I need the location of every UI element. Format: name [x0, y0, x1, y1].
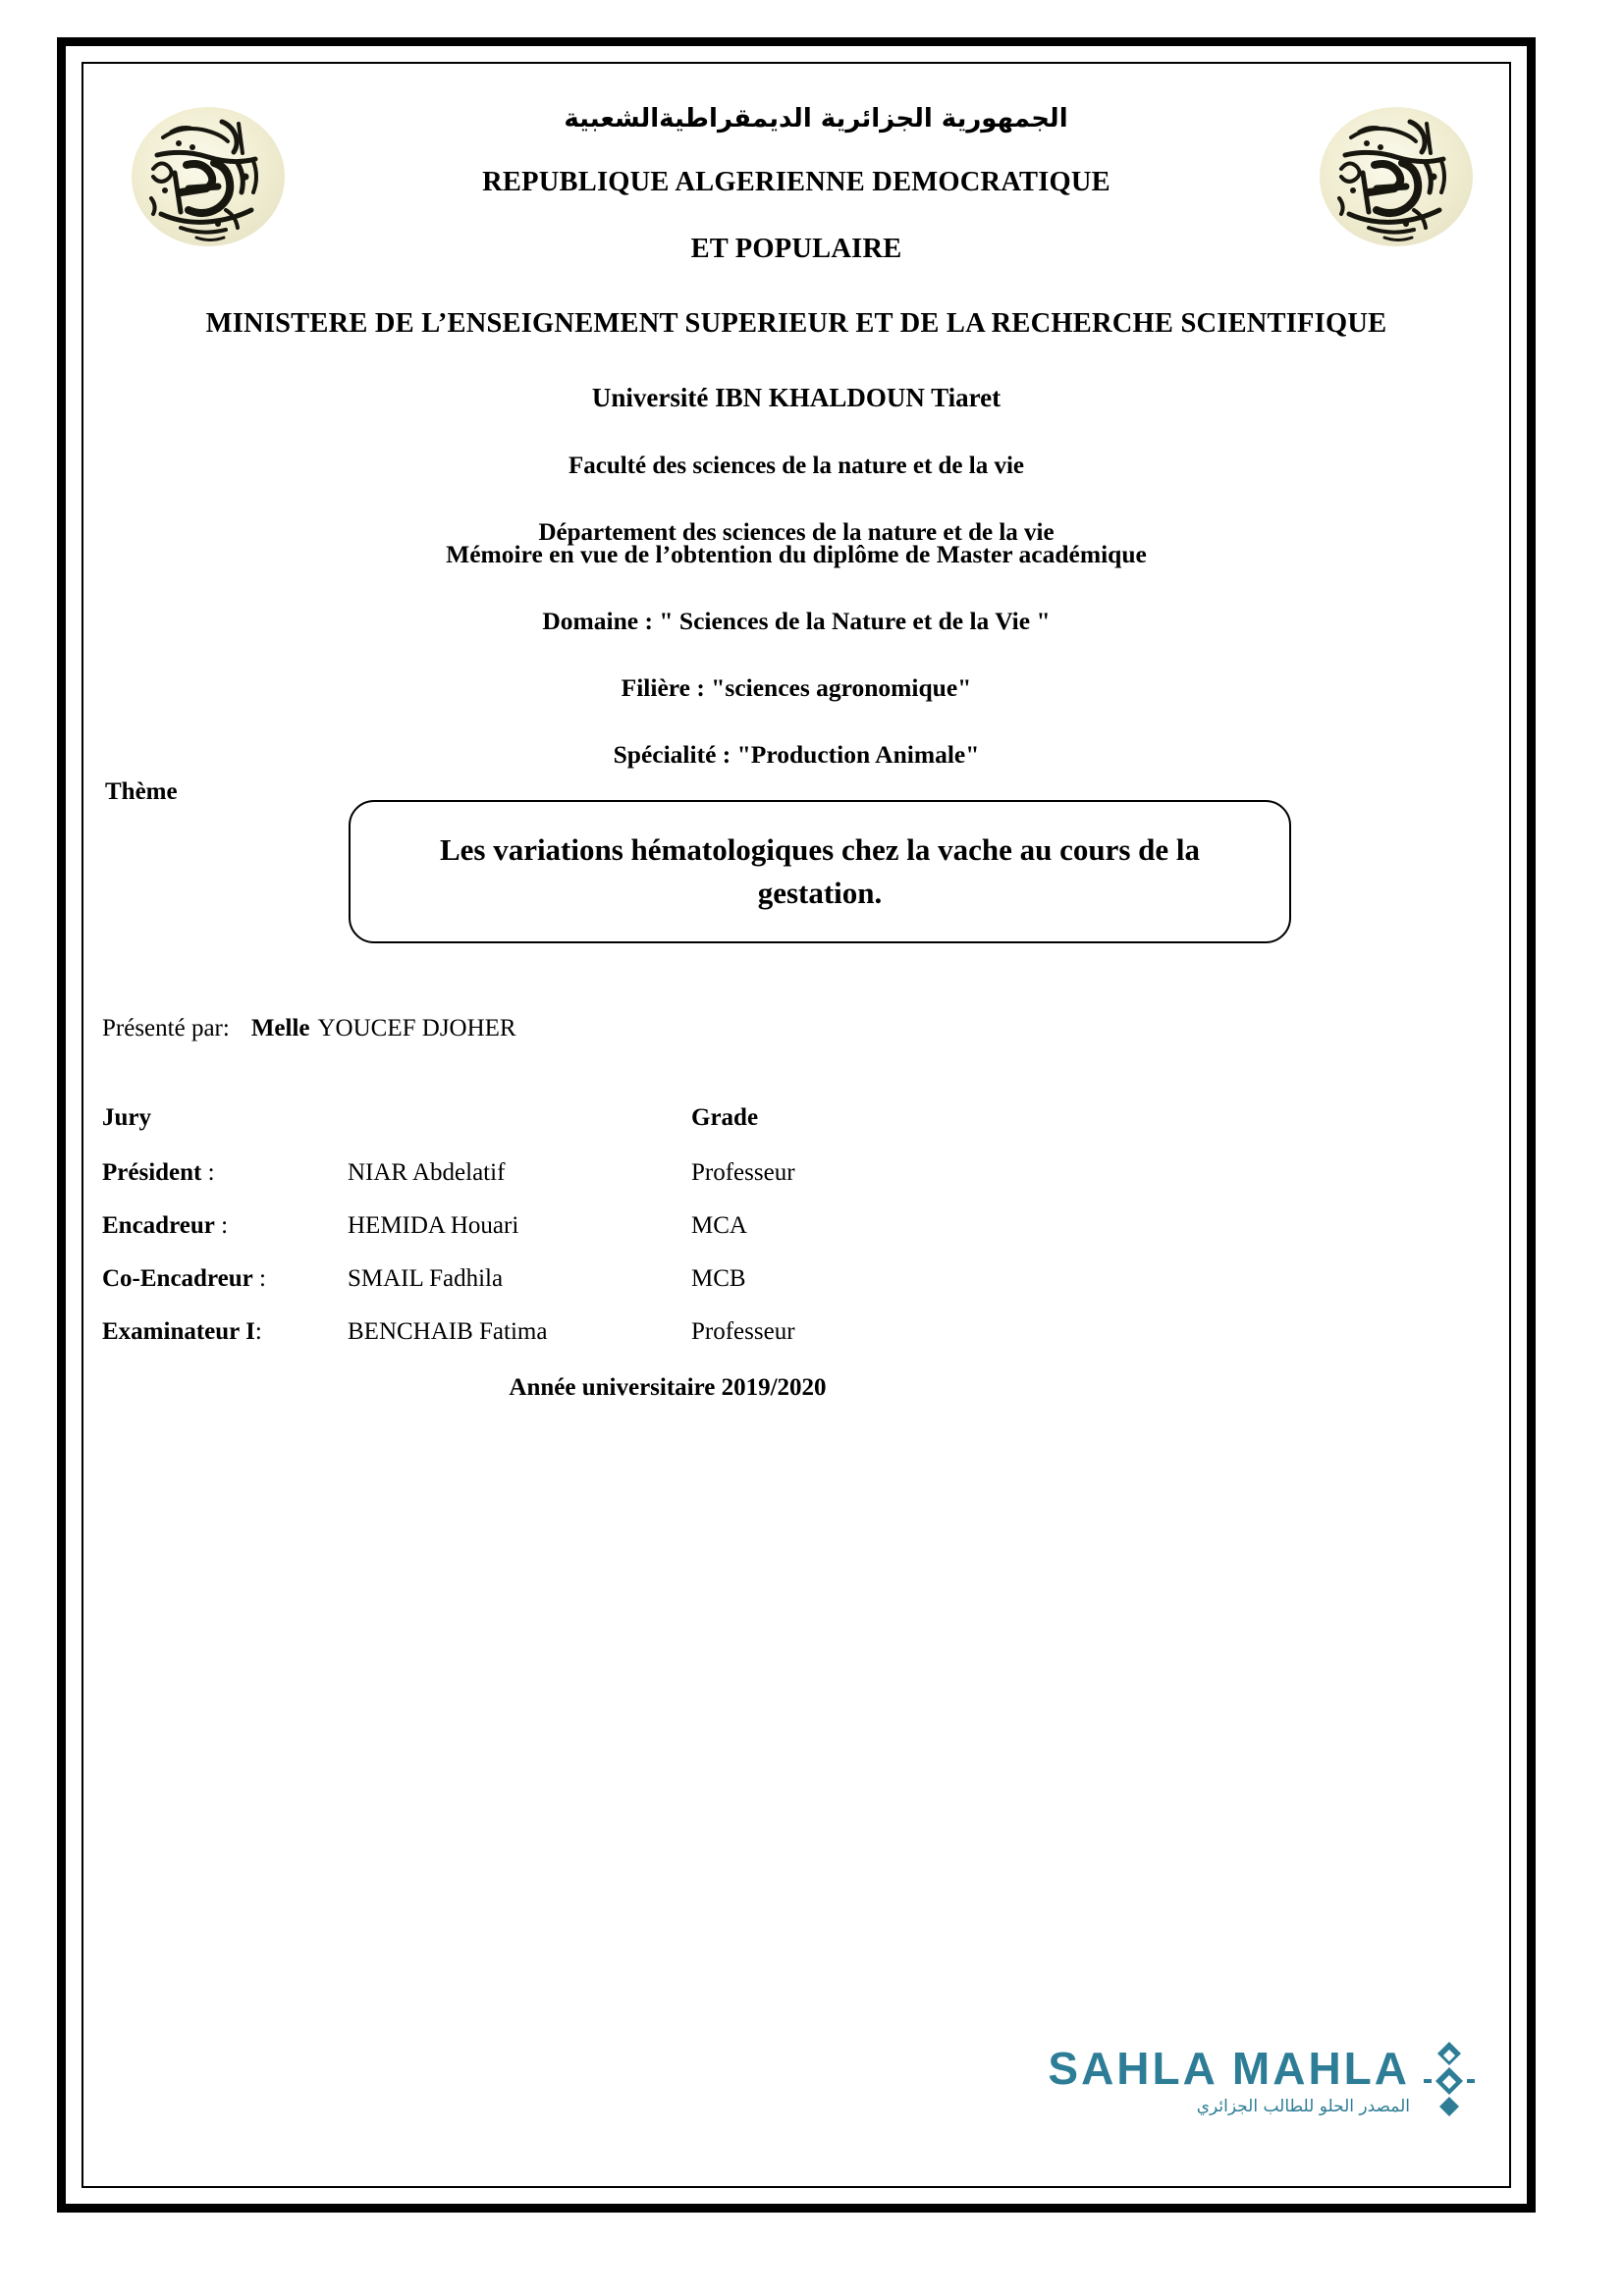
jury-role	[102, 1159, 348, 1187]
domaine-line: Domaine : " Sciences de la Nature et de la Vie "	[542, 607, 1051, 635]
jury-member-grade: Professeur	[691, 1159, 795, 1186]
specialite-line: Spécialité : "Production Animale"	[613, 740, 980, 769]
watermark-title: SAHLA MAHLA	[1048, 2043, 1410, 2094]
author-name: YOUCEF DJOHER	[317, 1015, 516, 1041]
institution-header	[98, 100, 1494, 547]
jury-role-text: Examinateur I	[102, 1318, 255, 1345]
jury-member-name: HEMIDA Houari	[348, 1212, 519, 1239]
jury-role-separator: :	[258, 1265, 266, 1292]
university-line: Université IBN KHALDOUN Tiaret	[591, 383, 1001, 413]
jury-member-name: BENCHAIB Fatima	[348, 1318, 548, 1345]
jury-role-text: Encadreur	[102, 1212, 215, 1239]
theme-title: Les variations hématologiques chez la vache au cours de la gestation.	[439, 831, 1201, 910]
jury-role-separator: :	[221, 1212, 229, 1239]
faculty-line: Faculté des sciences de la nature et de la vie	[568, 453, 1025, 480]
filiere-line: Filière : "sciences agronomique"	[621, 673, 972, 702]
memoire-line: Mémoire en vue de l’obtention du diplôme de Master académique	[446, 540, 1147, 568]
degree-info	[98, 540, 1494, 770]
watermark-text-group	[1048, 2043, 1410, 2116]
arabic-republic-line: الجمهورية الجزائرية الديمقراطيةالشعبية	[564, 104, 1068, 133]
jury-member-grade: MCB	[691, 1265, 746, 1292]
author-line	[102, 1015, 516, 1042]
table-row	[102, 1265, 1182, 1293]
jury-header-role: Jury	[102, 1104, 151, 1131]
jury-role	[102, 1265, 348, 1293]
table-row	[102, 1159, 1182, 1187]
table-row	[102, 1318, 1182, 1346]
author-title: Melle	[250, 1015, 310, 1041]
jury-member-name: SMAIL Fadhila	[348, 1265, 504, 1292]
author-label: Présenté par:	[102, 1015, 230, 1041]
jury-header-grade: Grade	[691, 1104, 759, 1131]
academic-year: Année universitaire 2019/2020	[509, 1374, 827, 1401]
republic-line-2: ET POPULAIRE	[690, 234, 902, 265]
jury-member-grade: Professeur	[691, 1318, 795, 1345]
jury-role-separator: :	[254, 1318, 262, 1345]
watermark-subtitle: المصدر الحلو للطالب الجزائري	[1196, 2097, 1410, 2116]
jury-role	[102, 1318, 348, 1346]
jury-role-separator: :	[207, 1159, 215, 1186]
jury-role	[102, 1212, 348, 1240]
theme-label: Thème	[105, 778, 178, 805]
jury-member-grade: MCA	[691, 1212, 747, 1239]
table-row	[102, 1212, 1182, 1240]
theme-box	[349, 800, 1291, 943]
republic-line-1: REPUBLIQUE ALGERIENNE DEMOCRATIQUE	[482, 167, 1110, 197]
jury-table	[102, 1104, 1182, 1371]
jury-role-text: Président	[102, 1159, 202, 1186]
watermark	[1048, 2040, 1481, 2122]
jury-table-header	[102, 1104, 1182, 1132]
ministry-line: MINISTERE DE L’ENSEIGNEMENT SUPERIEUR ET DE LA RECHERCHE SCIENTIFIQUE	[205, 307, 1387, 339]
jury-role-text: Co-Encadreur	[102, 1265, 253, 1292]
page-content	[98, 79, 1494, 2169]
watermark-logo-icon	[1418, 2040, 1481, 2122]
jury-member-name: NIAR Abdelatif	[348, 1159, 506, 1186]
department-line: Département des sciences de la nature et de la vie	[538, 519, 1055, 547]
